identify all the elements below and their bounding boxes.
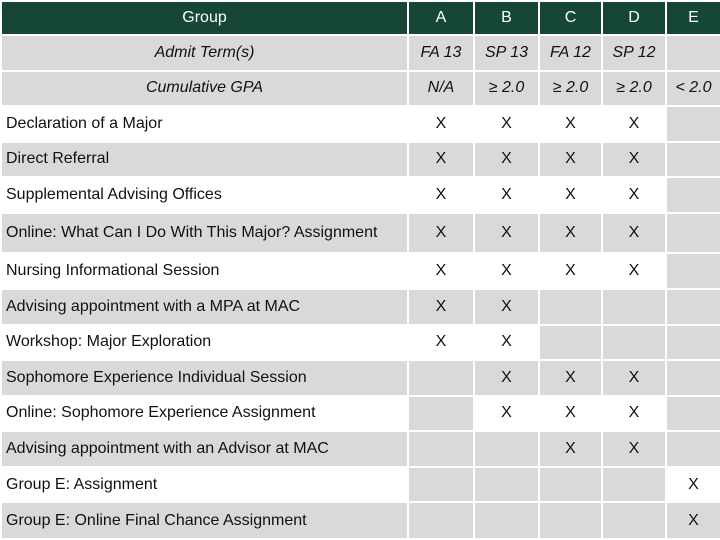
table-row: [1, 177, 720, 213]
table-row: [1, 467, 720, 503]
mark-cell: X: [474, 177, 539, 213]
row-label: Sophomore Experience Individual Session: [1, 360, 408, 396]
header-row: [1, 1, 720, 35]
row-label: Advising appointment with a MPA at MAC: [1, 289, 408, 325]
mark-cell: [474, 467, 539, 503]
mark-cell: X: [666, 467, 720, 503]
mark-cell: [539, 325, 602, 361]
mark-cell: X: [474, 142, 539, 178]
row-label: Advising appointment with an Advisor at MAC: [1, 431, 408, 467]
mark-cell: [602, 502, 666, 539]
mark-cell: X: [474, 360, 539, 396]
info-row-label: Cumulative GPA: [1, 71, 408, 107]
mark-cell: [474, 431, 539, 467]
mark-cell: X: [602, 213, 666, 254]
mark-cell: [408, 360, 474, 396]
mark-cell: X: [408, 106, 474, 142]
mark-cell: [474, 502, 539, 539]
info-cell: FA 13: [408, 35, 474, 71]
row-label: Group E: Assignment: [1, 467, 408, 503]
mark-cell: [666, 253, 720, 289]
header-col-e: E: [666, 1, 720, 35]
mark-cell: X: [666, 502, 720, 539]
mark-cell: X: [602, 142, 666, 178]
table-row: [1, 142, 720, 178]
mark-cell: [539, 289, 602, 325]
mark-cell: [408, 467, 474, 503]
mark-cell: X: [539, 106, 602, 142]
header-col-a: A: [408, 1, 474, 35]
mark-cell: X: [474, 325, 539, 361]
mark-cell: [666, 396, 720, 432]
table-row: [1, 253, 720, 289]
mark-cell: [666, 431, 720, 467]
mark-cell: X: [474, 106, 539, 142]
info-cell: N/A: [408, 71, 474, 107]
row-label: Group E: Online Final Chance Assignment: [1, 502, 408, 539]
mark-cell: [539, 502, 602, 539]
mark-cell: X: [539, 177, 602, 213]
mark-cell: [408, 431, 474, 467]
info-cell: ≥ 2.0: [602, 71, 666, 107]
row-label: Direct Referral: [1, 142, 408, 178]
info-row-label: Admit Term(s): [1, 35, 408, 71]
row-label: Online: What Can I Do With This Major? Assignment: [1, 213, 408, 254]
mark-cell: X: [539, 396, 602, 432]
mark-cell: X: [539, 431, 602, 467]
mark-cell: [602, 467, 666, 503]
header-col-d: D: [602, 1, 666, 35]
mark-cell: X: [474, 396, 539, 432]
row-label: Supplemental Advising Offices: [1, 177, 408, 213]
mark-cell: [408, 396, 474, 432]
row-label: Nursing Informational Session: [1, 253, 408, 289]
mark-cell: X: [539, 253, 602, 289]
mark-cell: X: [408, 213, 474, 254]
row-label: Declaration of a Major: [1, 106, 408, 142]
mark-cell: [408, 502, 474, 539]
info-cell: FA 12: [539, 35, 602, 71]
mark-cell: X: [408, 289, 474, 325]
table-row: [1, 213, 720, 254]
info-cell: [666, 35, 720, 71]
mark-cell: X: [602, 106, 666, 142]
table-row: [1, 396, 720, 432]
info-row: [1, 71, 720, 107]
mark-cell: X: [602, 253, 666, 289]
table-row: [1, 289, 720, 325]
mark-cell: X: [602, 396, 666, 432]
mark-cell: X: [602, 431, 666, 467]
info-cell: < 2.0: [666, 71, 720, 107]
table-row: [1, 106, 720, 142]
mark-cell: X: [408, 142, 474, 178]
mark-cell: X: [408, 253, 474, 289]
info-cell: SP 13: [474, 35, 539, 71]
mark-cell: [602, 289, 666, 325]
mark-cell: X: [408, 325, 474, 361]
table-row: [1, 325, 720, 361]
mark-cell: X: [602, 177, 666, 213]
mark-cell: [666, 213, 720, 254]
mark-cell: X: [408, 177, 474, 213]
mark-cell: [539, 467, 602, 503]
table-row: [1, 502, 720, 539]
row-label: Online: Sophomore Experience Assignment: [1, 396, 408, 432]
table-row: [1, 360, 720, 396]
info-cell: ≥ 2.0: [474, 71, 539, 107]
header-col-b: B: [474, 1, 539, 35]
mark-cell: X: [474, 289, 539, 325]
info-row: [1, 35, 720, 71]
table-row: [1, 431, 720, 467]
mark-cell: X: [474, 213, 539, 254]
mark-cell: X: [539, 213, 602, 254]
mark-cell: X: [474, 253, 539, 289]
mark-cell: [666, 106, 720, 142]
mark-cell: X: [602, 360, 666, 396]
header-col-c: C: [539, 1, 602, 35]
mark-cell: [666, 177, 720, 213]
header-group: Group: [1, 1, 408, 35]
info-cell: ≥ 2.0: [539, 71, 602, 107]
info-cell: SP 12: [602, 35, 666, 71]
mark-cell: X: [539, 142, 602, 178]
mark-cell: [666, 142, 720, 178]
mark-cell: X: [539, 360, 602, 396]
row-label: Workshop: Major Exploration: [1, 325, 408, 361]
mark-cell: [666, 360, 720, 396]
mark-cell: [602, 325, 666, 361]
mark-cell: [666, 289, 720, 325]
mark-cell: [666, 325, 720, 361]
